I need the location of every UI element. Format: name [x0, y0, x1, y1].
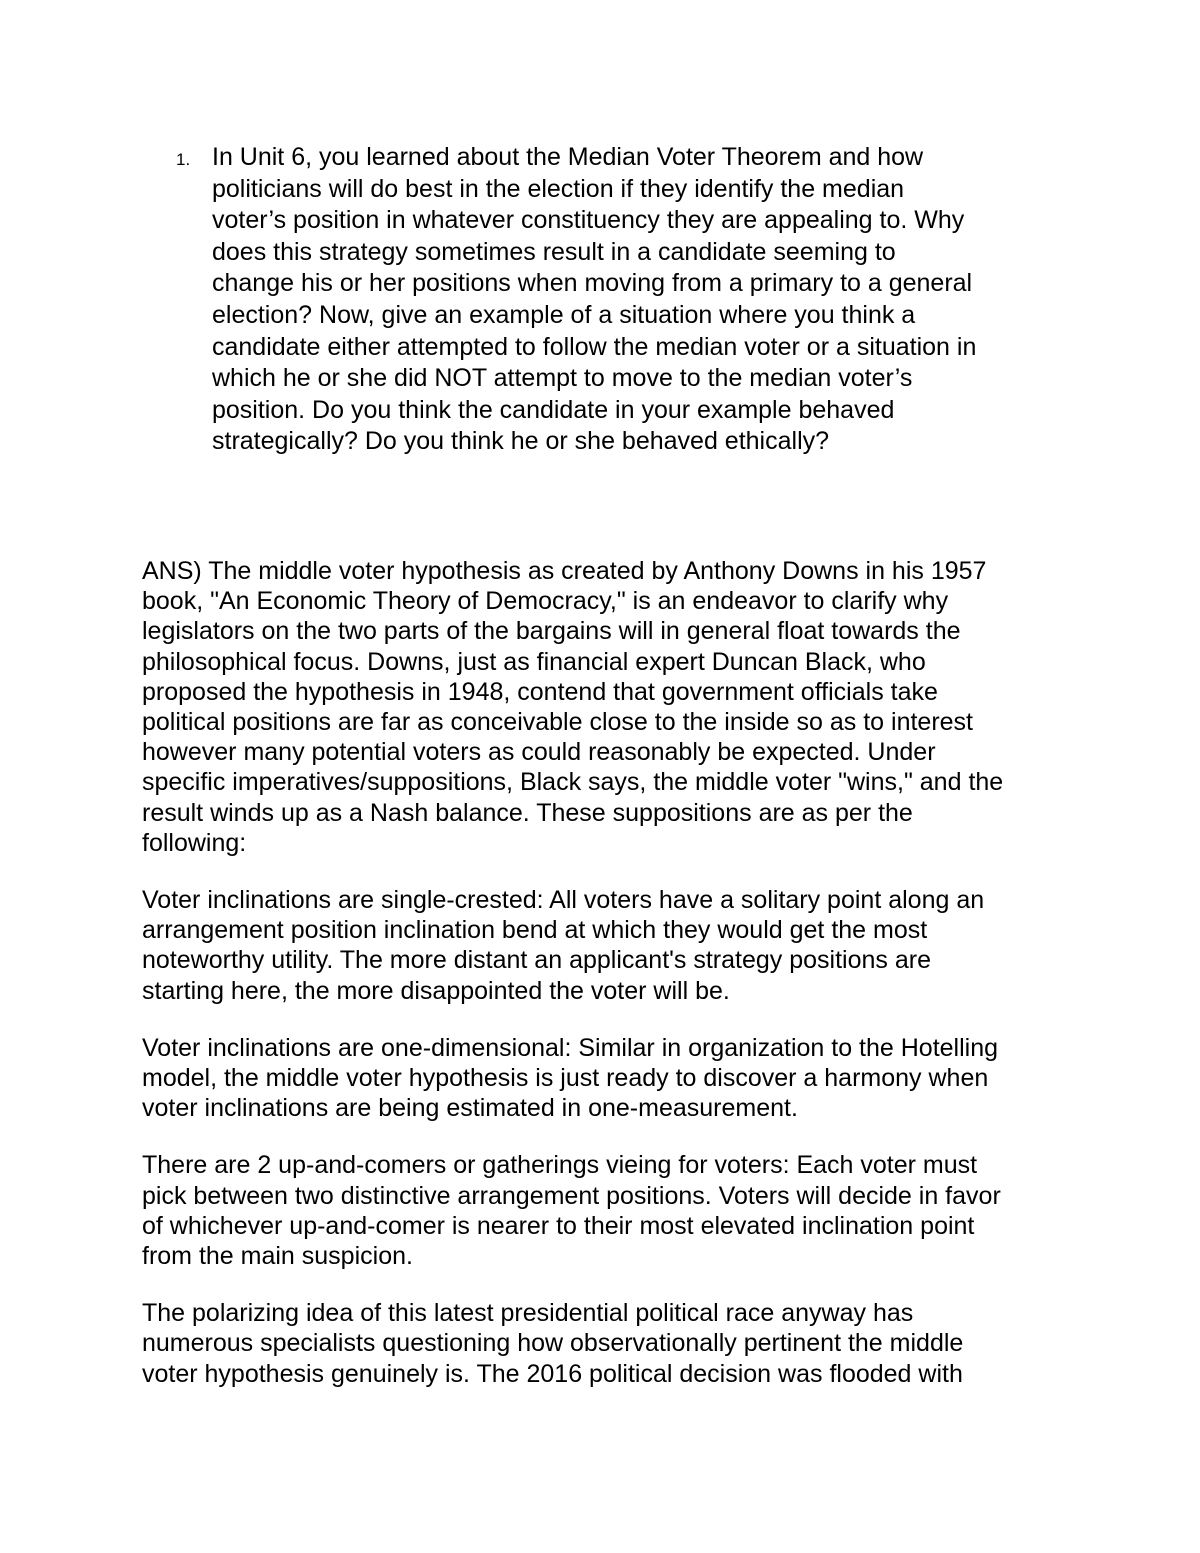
answer-paragraph-one-dimensional: Voter inclinations are one-dimensional: Similar in organization to the Hotelling model, the middle voter hypothesis is just ready to discover a harmony when voter inclinations are being estimated in one-measurement.: [142, 1033, 999, 1123]
answer-paragraph-intro: ANS) The middle voter hypothesis as created by Anthony Downs in his 1957 book, "An Economic Theory of Democracy," is an endeavor to clarify why legislators on the two parts of the bargains will in general float towards the philosophical focus. Downs, just as financial expert Duncan Black, who proposed the hypothesis in 1948, contend that government officials take political positions are far as conceivable close to the inside so as to interest however many potential voters as could reasonably be expected. Under specific imperatives/suppositions, Black says, the middle voter "wins," and the result winds up as a Nash balance. These suppositions are as per the following:: [142, 557, 1004, 857]
answer-section: [142, 556, 1082, 1416]
answer-paragraph-polarizing: The polarizing idea of this latest presidential political race anyway has numerous specialists questioning how observationally pertinent the middle voter hypothesis genuinely is. The 2016 political decision was flooded with: [142, 1299, 964, 1388]
question-number: 1.: [176, 150, 191, 169]
question-item: [176, 142, 1076, 458]
answer-paragraph-single-crested: Voter inclinations are single-crested: All voters have a solitary point along an arrangement position inclination bend at which they would get the most noteworthy utility. The more distant an applicant's strategy positions are starting here, the more disappointed the voter will be.: [142, 886, 985, 1005]
answer-paragraph-two-candidates: There are 2 up-and-comers or gatherings vieing for voters: Each voter must pick between two distinctive arrangement positions. Voters will decide in favor of whichever up-and-comer is nearer to their most elevated inclination point from the main suspicion.: [142, 1151, 1001, 1271]
question-text: In Unit 6, you learned about the Median Voter Theorem and how politicians will do best in the election if they identify the median voter’s position in whatever constituency they are appealing to. Why does this strategy sometimes result in a candidate seeming to change his or her positions when moving from a primary to a general election? Now, give an example of a situation where you think a candidate either attempted to follow the median voter or a situation in which he or she did NOT attempt to move to the median voter’s position. Do you think the candidate in your example behaved strategically? Do you think he or she behaved ethically?: [212, 143, 977, 456]
